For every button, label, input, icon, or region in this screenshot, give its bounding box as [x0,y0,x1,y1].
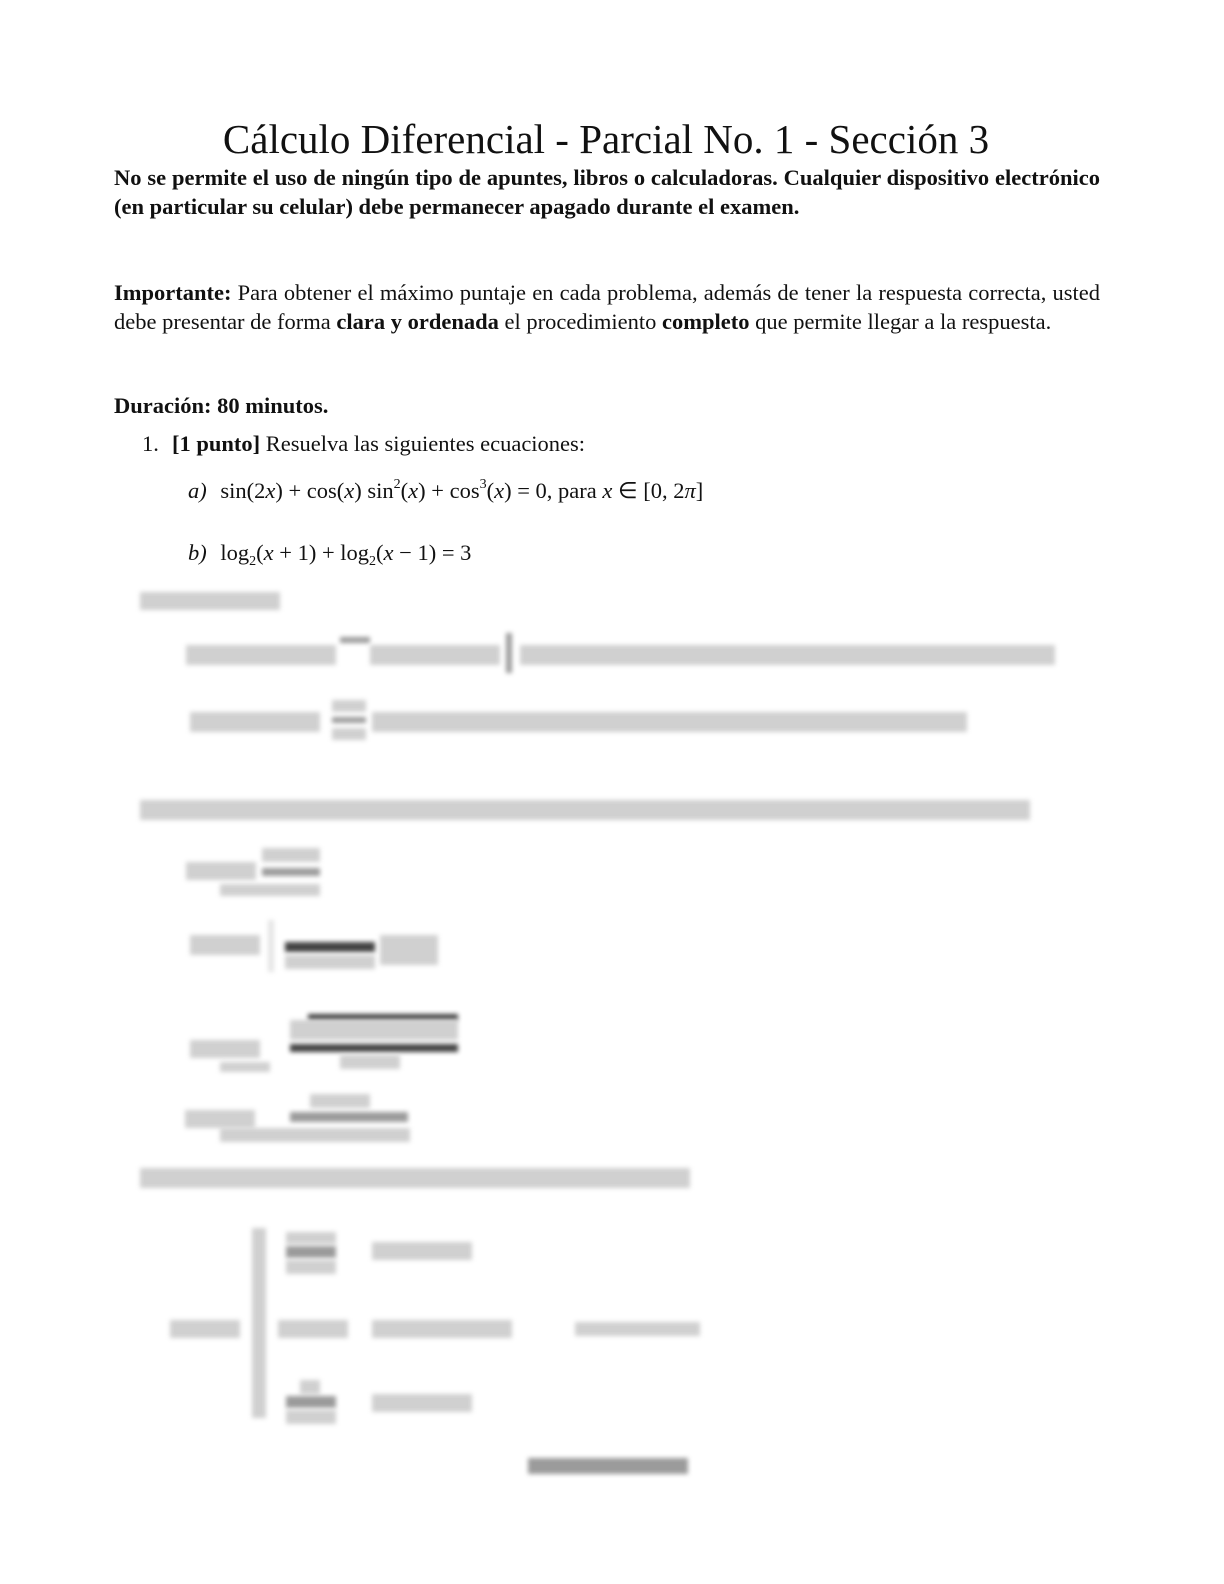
pixelated-block [285,942,375,952]
pixelated-block [370,645,500,665]
pixelated-block [300,1380,320,1394]
pixelated-block [252,1228,266,1418]
pixelated-block [286,1396,336,1408]
problem-statement: Resuelva las siguientes ecuaciones: [260,431,586,456]
pixelated-block [286,1246,336,1258]
eq-part: ) = 0, para [504,478,603,503]
pixelated-block [268,920,274,972]
pixelated-block [285,955,375,969]
pixelated-block [340,637,370,643]
pixelated-block [140,592,280,610]
pixelated-block [290,1020,458,1040]
pixelated-block [332,700,366,712]
pixelated-block [190,935,260,955]
eq-var: x [602,478,613,503]
pixelated-block [528,1458,688,1474]
important-label: Importante: [114,280,232,305]
pixelated-block [575,1322,700,1336]
important-bold-1: clara y ordenada [336,309,499,334]
eq-var: x [265,478,276,503]
problem-1a [188,478,703,504]
eq-part: sin(2 [220,478,266,503]
pixelated-block [186,862,256,880]
eq-exponent: 3 [479,477,487,492]
pixelated-block [506,633,512,673]
important-text-3: que permite llegar a la respuesta. [749,309,1052,334]
exam-title: Cálculo Diferencial - Parcial No. 1 - Sección 3 [222,116,990,163]
pixelated-block [278,1320,348,1338]
pixelated-block [262,848,320,862]
pixelated-block [308,1014,458,1020]
pixelated-block [332,728,366,740]
equation-b [220,540,472,569]
eq-part: + 1) + log [273,540,370,565]
eq-var: x [494,478,505,503]
pixelated-block [190,1040,260,1058]
pixelated-block [220,1128,410,1142]
eq-part: ∈ [0, 2 [612,478,685,503]
eq-var: x [383,540,394,565]
eq-pi: π [684,478,696,503]
eq-part: ( [400,478,409,503]
pixelated-block [372,1394,472,1412]
pixelated-block [286,1260,336,1274]
pixelated-block [290,1044,458,1052]
pixelated-block [372,1320,512,1338]
eq-part: ) + cos [418,478,480,503]
pixelated-block [332,717,366,723]
pixelated-block [290,1112,408,1122]
eq-part: ) sin [354,478,394,503]
pixelated-block [186,645,336,665]
pixelated-block [372,1242,472,1260]
eq-part: ] [695,478,704,503]
problem-1b [188,540,472,569]
eq-exponent: 2 [393,477,401,492]
important-text-1: Para obtener el máximo puntaje en cada problema, además de tener la respuesta correcta, usted debe presentar de forma [114,280,1100,334]
equation-a [220,478,703,503]
pixelated-block [220,884,320,896]
rules-paragraph: No se permite el uso de ningún tipo de apuntes, libros o calculadoras. Cualquier dispositivo electrónico (en particular su celular) debe permanecer apagado durante el examen. [114,165,1100,219]
pixelated-block [520,645,1055,665]
pixelated-block [372,712,967,732]
pixelated-block [220,1062,270,1072]
eq-subscript: 2 [249,554,257,569]
problem-number: 1. [142,431,159,456]
eq-part: ( [256,540,264,565]
problem-points: [1 punto] [172,431,261,456]
pixelated-block [140,800,1030,820]
important-bold-2: completo [661,309,750,334]
item-label: b) [188,540,207,565]
pixelated-block [185,1110,255,1128]
pixelated-block [262,868,320,876]
pixelated-block [286,1232,336,1244]
pixelated-block [170,1320,240,1338]
important-text-2: el procedimiento [498,309,662,334]
problem-1 [142,431,585,457]
pixelated-block [140,1168,690,1188]
item-label: a) [188,478,207,503]
eq-var: x [263,540,274,565]
eq-var: x [408,478,419,503]
pixelated-block [190,712,320,732]
eq-subscript: 2 [369,554,377,569]
pixelated-block [380,935,438,965]
pixelated-block [310,1094,370,1108]
important-paragraph [114,278,1100,336]
pixelated-block [286,1410,336,1424]
eq-part: ( [376,540,384,565]
duration: Duración: 80 minutos. [114,393,329,418]
eq-part: ( [486,478,495,503]
eq-var: x [344,478,355,503]
pixelated-block [340,1055,400,1069]
eq-part: ) + cos( [275,478,345,503]
eq-part: − 1) = 3 [393,540,472,565]
eq-part: log [220,540,250,565]
